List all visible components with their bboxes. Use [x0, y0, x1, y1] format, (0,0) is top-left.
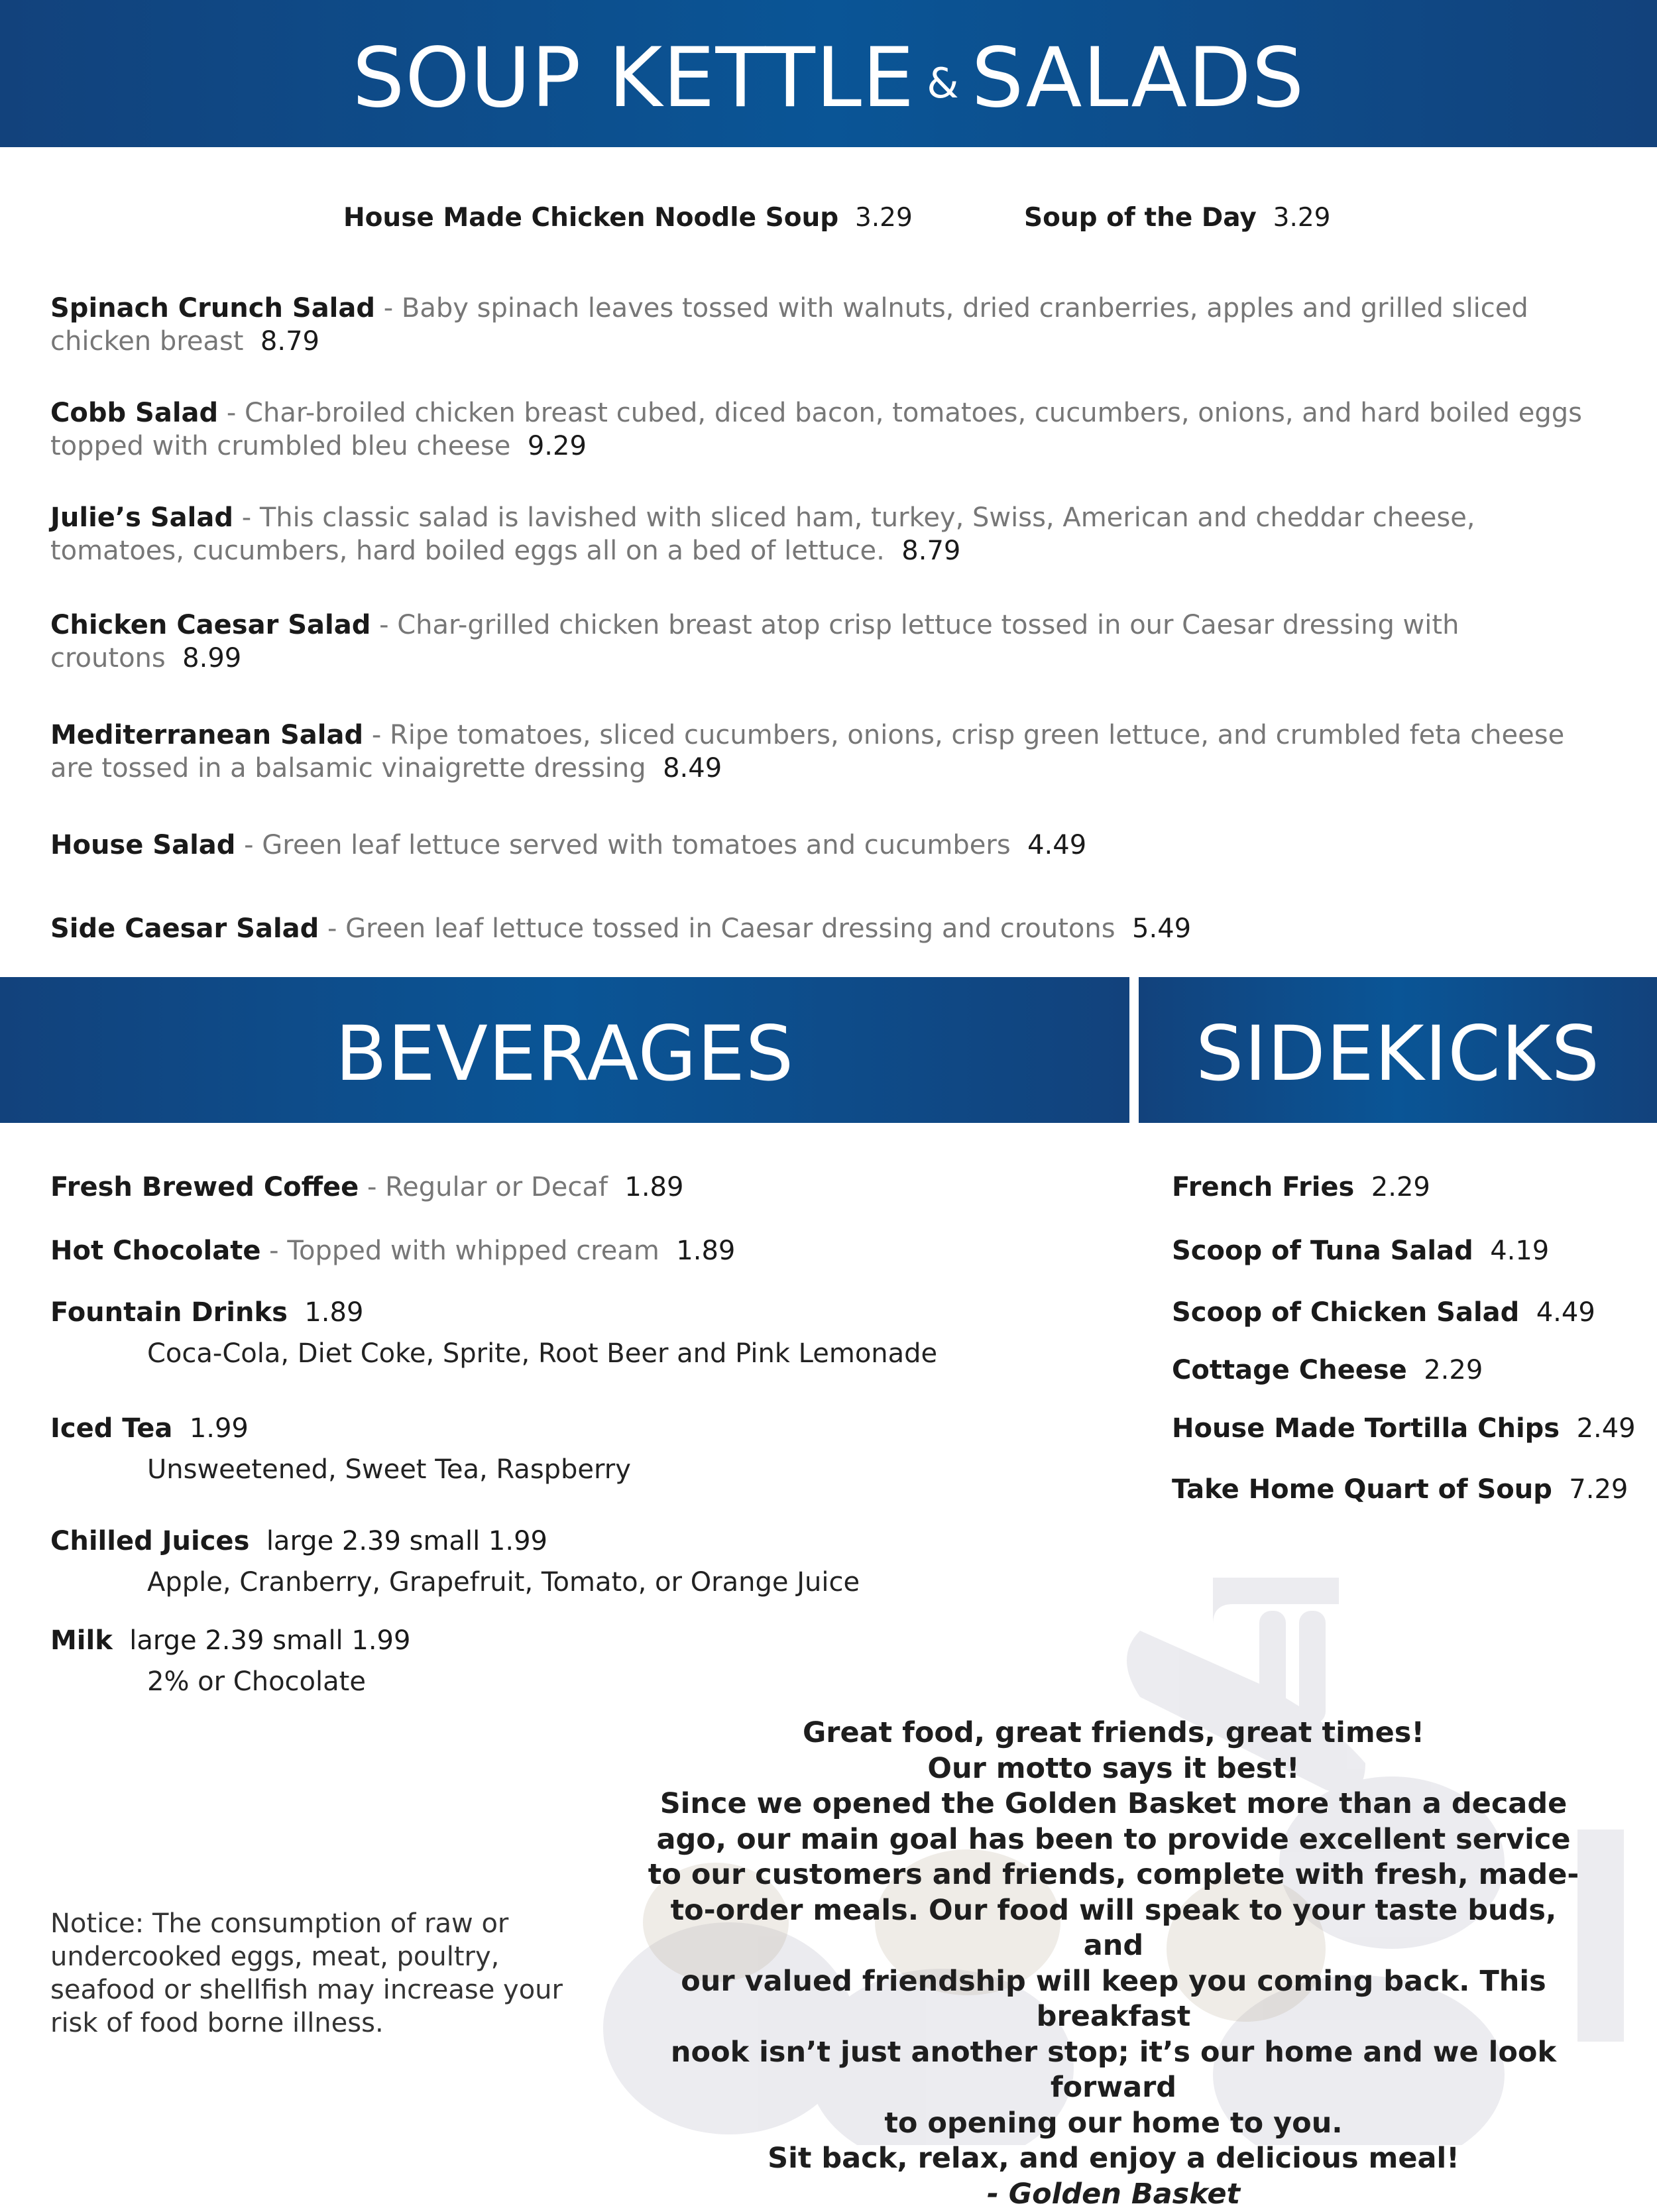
salad-price: 9.29: [528, 431, 587, 461]
salad-item: [50, 396, 1615, 463]
salad-item: [50, 829, 1615, 862]
salad-item: [50, 292, 1615, 358]
food-safety-notice: Notice: The consumption of raw or undercooked eggs, meat, poultry, seafood or shellfish may increase your risk of food borne illness.: [50, 1907, 567, 2040]
about-line: to opening our home to you.: [643, 2106, 1584, 2142]
beverage-item: [50, 1413, 631, 1485]
beverage-item: [50, 1297, 937, 1369]
salad-desc: - Ripe tomatoes, sliced cucumbers, onions, crisp green lettuce, and crumbled feta cheese are tossed in a balsamic vinaigrette dressing: [50, 720, 1564, 784]
salad-price: 8.79: [260, 326, 319, 357]
salad-desc: - Green leaf lettuce served with tomatoes and cucumbers: [235, 830, 1010, 860]
salad-price: 8.49: [663, 753, 722, 784]
sidekick-name: Cottage Cheese: [1172, 1355, 1407, 1385]
sidekick-item: [1172, 1236, 1549, 1266]
soup-salads-header: [0, 0, 1657, 147]
salad-price: 4.49: [1027, 830, 1086, 860]
sidekick-name: Scoop of Chicken Salad: [1172, 1297, 1519, 1328]
about-message: [643, 1716, 1584, 2212]
beverage-item: [50, 1236, 735, 1266]
sidekick-name: French Fries: [1172, 1172, 1354, 1202]
salad-desc: - Baby spinach leaves tossed with walnuts, dried cranberries, apples and grilled sliced chicken breast: [50, 293, 1528, 357]
sidekick-name: House Made Tortilla Chips: [1172, 1413, 1560, 1444]
sidekick-item: [1172, 1474, 1628, 1505]
sidekick-price: 2.29: [1424, 1355, 1483, 1385]
sidekick-price: 2.49: [1577, 1413, 1636, 1444]
soup-item: [1024, 203, 1330, 233]
salad-price: 5.49: [1132, 913, 1191, 944]
salad-item: [50, 912, 1615, 945]
beverage-name: Hot Chocolate: [50, 1236, 260, 1266]
soup-price: 3.29: [1273, 203, 1331, 233]
beverage-price: 1.89: [676, 1236, 735, 1266]
sidekick-name: Take Home Quart of Soup: [1172, 1474, 1552, 1505]
soup-name: House Made Chicken Noodle Soup: [343, 203, 838, 233]
sidekick-item: [1172, 1172, 1430, 1202]
sidekick-name: Scoop of Tuna Salad: [1172, 1236, 1473, 1266]
sidekick-price: 2.29: [1371, 1172, 1430, 1202]
salad-desc: - Char-broiled chicken breast cubed, diced bacon, tomatoes, cucumbers, onions, and hard boiled eggs topped with crumbled bleu cheese: [50, 398, 1582, 461]
sidekick-price: 4.49: [1536, 1297, 1595, 1328]
salad-item: [50, 719, 1615, 785]
beverage-price: large 2.39 small 1.99: [266, 1526, 547, 1556]
sidekick-item: [1172, 1297, 1595, 1328]
about-line: Our motto says it best!: [643, 1751, 1584, 1787]
salad-name: House Salad: [50, 830, 235, 860]
salad-desc: - Char-grilled chicken breast atop crisp lettuce tossed in our Caesar dressing with croutons: [50, 610, 1459, 673]
salad-price: 8.79: [901, 536, 960, 566]
salad-name: Chicken Caesar Salad: [50, 610, 371, 640]
beverage-price: large 2.39 small 1.99: [129, 1625, 410, 1656]
about-line: ago, our main goal has been to provide excellent service: [643, 1822, 1584, 1858]
header-text-end: SALADS: [972, 30, 1305, 126]
beverage-item: [50, 1625, 410, 1697]
salad-name: Side Caesar Salad: [50, 913, 319, 944]
salad-item: [50, 609, 1615, 675]
beverage-item: [50, 1526, 860, 1598]
about-line: Sit back, relax, and enjoy a delicious meal!: [643, 2141, 1584, 2177]
soup-name: Soup of the Day: [1024, 203, 1257, 233]
about-line: nook isn’t just another stop; it’s our home and we look forward: [643, 2035, 1584, 2106]
beverage-price: 1.99: [190, 1413, 249, 1444]
about-line: to our customers and friends, complete with fresh, made-: [643, 1857, 1584, 1893]
beverage-desc: - Regular or Decaf: [359, 1172, 608, 1202]
about-line: Since we opened the Golden Basket more than a decade: [643, 1786, 1584, 1822]
beverage-name: Milk: [50, 1625, 113, 1656]
salad-name: Spinach Crunch Salad: [50, 293, 375, 323]
about-line: our valued friendship will keep you coming back. This breakfast: [643, 1964, 1584, 2035]
beverage-name: Iced Tea: [50, 1413, 172, 1444]
soup-item: [343, 203, 913, 233]
salad-desc: - Green leaf lettuce tossed in Caesar dressing and croutons: [319, 913, 1115, 944]
beverage-name: Fresh Brewed Coffee: [50, 1172, 359, 1202]
sidekicks-header: SIDEKICKS: [1139, 977, 1657, 1123]
sidekick-item: [1172, 1355, 1483, 1385]
sidekick-price: 7.29: [1569, 1474, 1628, 1505]
header-ampersand: &: [927, 59, 959, 107]
about-line: to-order meals. Our food will speak to your taste buds, and: [643, 1893, 1584, 1964]
salad-name: Mediterranean Salad: [50, 720, 363, 750]
beverage-options: 2% or Chocolate: [147, 1666, 410, 1697]
sidekick-item: [1172, 1413, 1636, 1444]
beverage-price: 1.89: [624, 1172, 683, 1202]
salad-price: 8.99: [182, 643, 241, 673]
salad-list: [50, 292, 1615, 945]
about-signature: - Golden Basket: [643, 2177, 1584, 2212]
beverage-options: Unsweetened, Sweet Tea, Raspberry: [147, 1454, 631, 1485]
about-line: Great food, great friends, great times!: [643, 1716, 1584, 1751]
beverage-desc: - Topped with whipped cream: [260, 1236, 659, 1266]
sidekick-price: 4.19: [1490, 1236, 1549, 1266]
beverage-price: 1.89: [304, 1297, 363, 1328]
beverage-item: [50, 1172, 683, 1202]
beverage-options: Coca-Cola, Diet Coke, Sprite, Root Beer and Pink Lemonade: [147, 1338, 937, 1369]
beverages-header: BEVERAGES: [0, 977, 1129, 1123]
salad-desc: - This classic salad is lavished with sliced ham, turkey, Swiss, American and cheddar cheese, tomatoes, cucumbers, hard boiled eggs all on a bed of lettuce.: [50, 502, 1475, 566]
salad-name: Cobb Salad: [50, 398, 218, 428]
beverage-options: Apple, Cranberry, Grapefruit, Tomato, or Orange Juice: [147, 1567, 860, 1598]
beverage-name: Chilled Juices: [50, 1526, 249, 1556]
soup-price: 3.29: [855, 203, 913, 233]
beverage-name: Fountain Drinks: [50, 1297, 288, 1328]
header-text-main: SOUP KETTLE: [353, 30, 915, 126]
salad-item: [50, 501, 1615, 567]
salad-name: Julie’s Salad: [50, 502, 233, 533]
